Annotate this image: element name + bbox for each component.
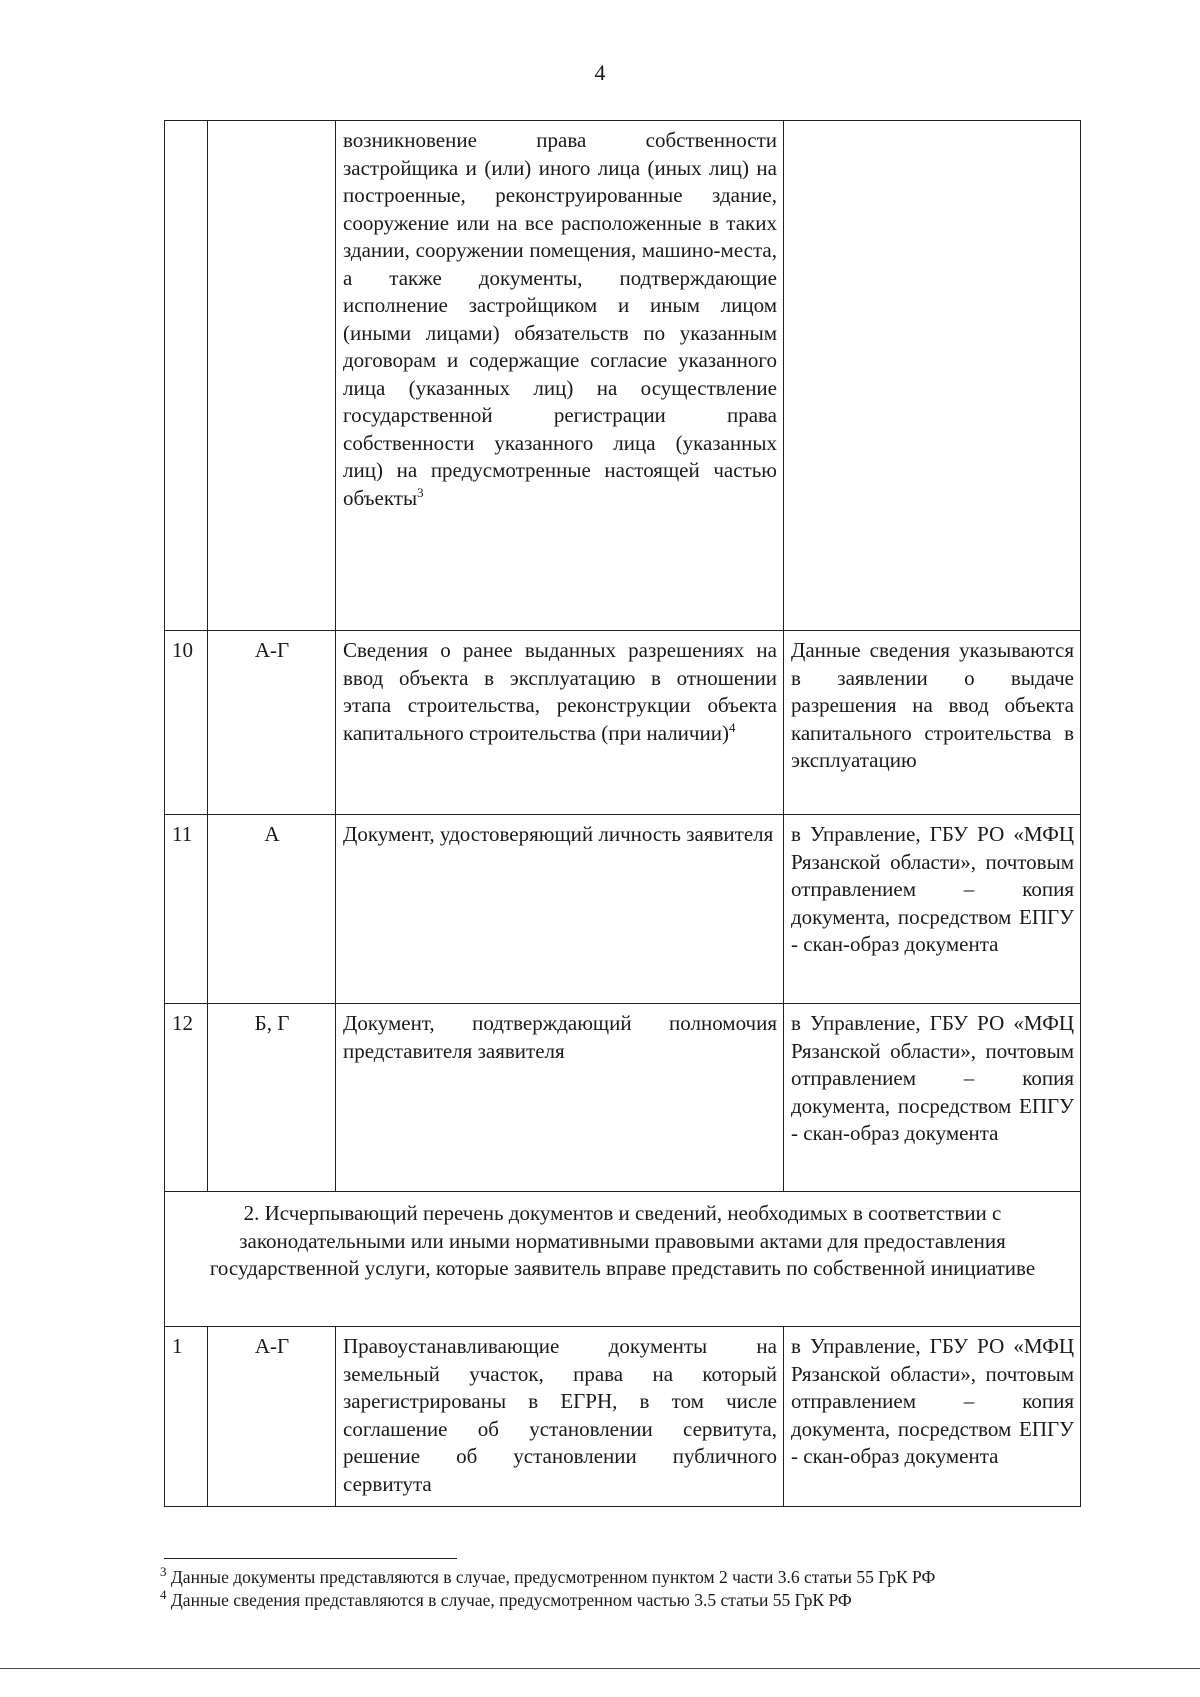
document-description xyxy=(336,631,784,815)
row-number: 12 xyxy=(165,1004,208,1192)
description-text: возникновение права собственности застройщика и (или) иного лица (иных лиц) на построенные, реконструированные здание, сооружение или на все расположенные в таких здании, сооружении помещения, машино-места, а также документы, подтверждающие исполнение застройщиком и иным лицом (иными лицами) обязательств по указанным договорам и содержащие согласие указанного лица (указанных лиц) на осуществление государственной регистрации права собственности указанного лица (указанных лиц) на предусмотренные настоящей частью объекты xyxy=(343,128,777,510)
documents-table xyxy=(164,120,1081,1507)
page-number: 4 xyxy=(594,60,606,85)
footnote-text: Данные сведения представляются в случае, предусмотренном частью 3.5 статьи 55 ГрК РФ xyxy=(170,1590,852,1610)
page-bottom-line xyxy=(0,1668,1200,1669)
submission-method: в Управление, ГБУ РО «МФЦ Рязанской области», почтовым отправлением – копия документа, посредством ЕПГУ - скан-образ документа xyxy=(784,1327,1081,1507)
table-row xyxy=(165,1327,1081,1507)
applicant-category: А-Г xyxy=(208,631,336,815)
footnote-mark: 3 xyxy=(160,1564,167,1580)
table-row xyxy=(165,121,1081,631)
document-description: Правоустанавливающие документы на земельный участок, права на который зарегистрированы в ЕГРН, в том числе соглашение об установлении сервитута, решение об установлении публичного сервитута xyxy=(336,1327,784,1507)
row-number: 11 xyxy=(165,815,208,1004)
table-row xyxy=(165,631,1081,815)
footnote-ref: 4 xyxy=(728,719,736,735)
row-number xyxy=(165,121,208,631)
section-header: 2. Исчерпывающий перечень документов и сведений, необходимых в соответствии с законодательными или иными нормативными правовыми актами для предоставления государственной услуги, которые заявитель вправе представить по собственной инициативе xyxy=(165,1192,1081,1327)
section-header-row xyxy=(165,1192,1081,1327)
footnote-ref: 3 xyxy=(417,484,424,500)
submission-method xyxy=(784,121,1081,631)
table-row xyxy=(165,815,1081,1004)
footnote-text: Данные документы представляются в случае, предусмотренном пунктом 2 части 3.6 статьи 55 ГрК РФ xyxy=(170,1567,936,1587)
description-text: Документ, удостоверяющий личность заявителя xyxy=(343,822,774,846)
applicant-category: Б, Г xyxy=(208,1004,336,1192)
document-description xyxy=(336,121,784,631)
row-number: 10 xyxy=(165,631,208,815)
description-text: Сведения о ранее выданных разрешениях на ввод объекта в эксплуатацию в отношении этапа строительства, реконструкции объекта капитального строительства (при наличии) xyxy=(343,638,777,745)
footnote xyxy=(160,1589,935,1612)
footnote-mark: 4 xyxy=(160,1587,167,1603)
applicant-category: А-Г xyxy=(208,1327,336,1507)
table-row xyxy=(165,1004,1081,1192)
footnote xyxy=(160,1566,935,1589)
document-description xyxy=(336,815,784,1004)
row-number: 1 xyxy=(165,1327,208,1507)
submission-method: Данные сведения указываются в заявлении о выдаче разрешения на ввод объекта капитального строительства в эксплуатацию xyxy=(784,631,1081,815)
applicant-category: А xyxy=(208,815,336,1004)
submission-method: в Управление, ГБУ РО «МФЦ Рязанской области», почтовым отправлением – копия документа, посредством ЕПГУ - скан-образ документа xyxy=(784,1004,1081,1192)
submission-method: в Управление, ГБУ РО «МФЦ Рязанской области», почтовым отправлением – копия документа, посредством ЕПГУ - скан-образ документа xyxy=(784,815,1081,1004)
description-text: Документ, подтверждающий полномочия представителя заявителя xyxy=(343,1011,777,1063)
footnote-divider xyxy=(164,1558,457,1559)
footnotes xyxy=(160,1566,935,1612)
document-description xyxy=(336,1004,784,1192)
applicant-category xyxy=(208,121,336,631)
